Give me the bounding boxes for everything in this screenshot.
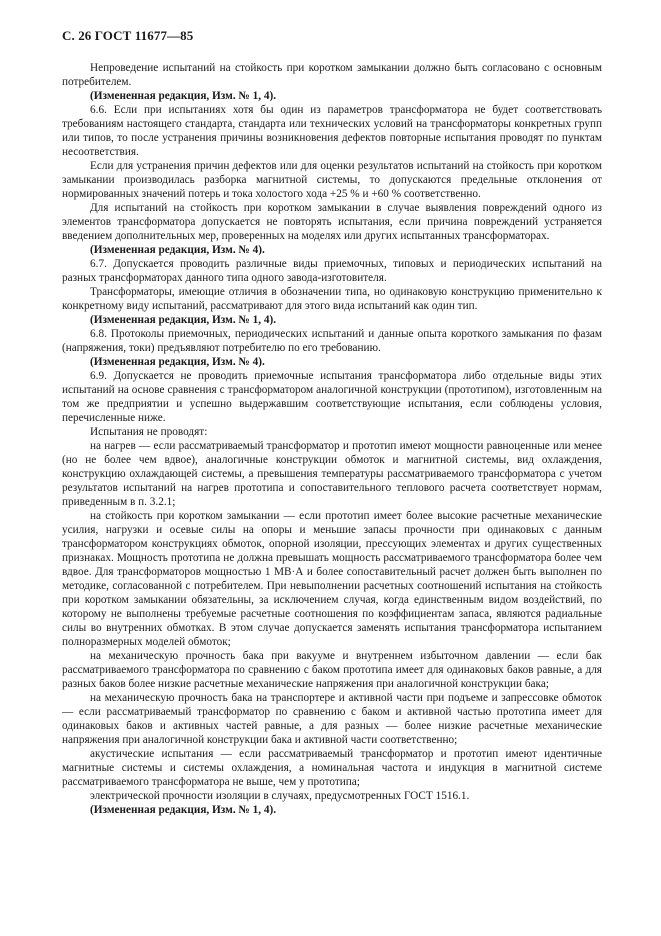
amendment-note: (Измененная редакция, Изм. № 1, 4).	[90, 90, 277, 102]
paragraph: Трансформаторы, имеющие отличия в обозначении типа, но одинаковую конструкцию применительно к конкретному виду испытаний, рассматривают для этого вида испытаний как один тип.	[62, 286, 602, 312]
paragraph: Непроведение испытаний на стойкость при коротком замыкании должно быть согласовано с основным потребителем.	[62, 62, 602, 88]
paragraph: 6.7. Допускается проводить различные виды приемочных, типовых и периодических испытаний на разных трансформаторах данного типа одного завода-изготовителя.	[62, 258, 602, 284]
paragraph: на стойкость при коротком замыкании — если прототип имеет более высокие расчетные механические усилия, нагрузки и осевые силы на опоры и меньшие запасы прочности при одинаковых с данным трансформатором конструкциях обмоток, опорной изоляции, прессующих элементах и других существенных признаках. Мощность прототипа не должна превышать мощность рассматриваемого трансформатора более чем вдвое. Для трансформаторов мощностью 1 МВ·А и более сопоставительный расчет должен быть выполнен по методике, согласованной с потребителем. При невыполнении расчетных соотношений испытания на стойкость при коротком замыкании обязательны, за исключением случая, когда единственным видом воздействий, по которому не выполнены требуемые расчетные соотношения по коэффициентам запаса, являются радиальные силы во внутренних обмотках. В этом случае допускается заменять испытания трансформатора испытанием полноразмерных моделей обмоток;	[62, 510, 602, 648]
paragraph: на механическую прочность бака при вакууме и внутреннем избыточном давлении — если бак рассматриваемого трансформатора по сравнению с баком прототипа имеет для одинаковых баков равные, а для разных баков более низкие расчетные механические напряжения при аналогичной конструкции бака;	[62, 650, 602, 690]
paragraph: Если для устранения причин дефектов или для оценки результатов испытаний на стойкость при коротком замыкании производилась разборка магнитной системы, то допускаются предельные отклонения от нормированных значений потерь и тока холостого хода +25 % и +60 % соответственно.	[62, 160, 602, 200]
amendment-note: (Измененная редакция, Изм. № 1, 4).	[90, 804, 277, 816]
paragraph: 6.8. Протоколы приемочных, периодических испытаний и данные опыта короткого замыкания по фазам (напряжения, токи) предъявляют потребителю по его требованию.	[62, 328, 602, 354]
paragraph: Испытания не проводят:	[90, 426, 208, 438]
paragraph: 6.9. Допускается не проводить приемочные испытания трансформатора либо отдельные виды этих испытаний на основе сравнения с трансформатором аналогичной конструкции (прототипом), изготовленным на том же предприятии и успешно выдержавшим соответствующие испытания, если соблюдены условия, перечисленные ниже.	[62, 370, 602, 424]
paragraph: на механическую прочность бака на транспортере и активной части при подъеме и запрессовке обмоток — если рассматриваемый трансформатор по сравнению с баком и активной частью прототипа имеет для одинаковых баков и активных частей равные, а для разных — более низкие расчетные механические напряжения при аналогичной конструкции бака и активной части соответственно;	[62, 692, 602, 746]
paragraph: акустические испытания — если рассматриваемый трансформатор и прототип имеют идентичные магнитные системы и системы охлаждения, а номинальная частота и индукция в магнитной системе рассматриваемого трансформатора не выше, чем у прототипа;	[62, 748, 602, 788]
paragraph: Для испытаний на стойкость при коротком замыкании в случае выявления повреждений одного из элементов трансформатора допускается не повторять испытания, если причина повреждений устраняется введением дополнительных мер, проверенных на моделях или других испытанных трансформаторах.	[62, 202, 602, 242]
amendment-note: (Измененная редакция, Изм. № 4).	[90, 356, 265, 368]
amendment-note: (Измененная редакция, Изм. № 1, 4).	[90, 314, 277, 326]
paragraph: на нагрев — если рассматриваемый трансформатор и прототип имеют мощности равноценные или менее (но не более чем вдвое), аналогичные конструкции обмоток и магнитной системы, вид охлаждения, конструкцию охлаждающей системы, а превышения температуры рассматриваемого трансформатора с учетом результатов испытаний на нагрев прототипа и сопоставительного теплового расчета соответствует нормам, приведенным в п. 3.2.1;	[62, 440, 602, 508]
paragraph: электрической прочности изоляции в случаях, предусмотренных ГОСТ 1516.1.	[90, 790, 470, 802]
paragraph: 6.6. Если при испытаниях хотя бы один из параметров трансформатора не будет соответствовать требованиям настоящего стандарта, стандарта или технических условий на трансформаторы конкретных групп или типов, то после устранения причины возникновения дефектов повторные испытания проводят по пунктам несоответствия.	[62, 104, 602, 158]
running-head: С. 26 ГОСТ 11677—85	[62, 28, 194, 43]
amendment-note: (Измененная редакция, Изм. № 4).	[90, 244, 265, 256]
document-body	[62, 61, 602, 817]
